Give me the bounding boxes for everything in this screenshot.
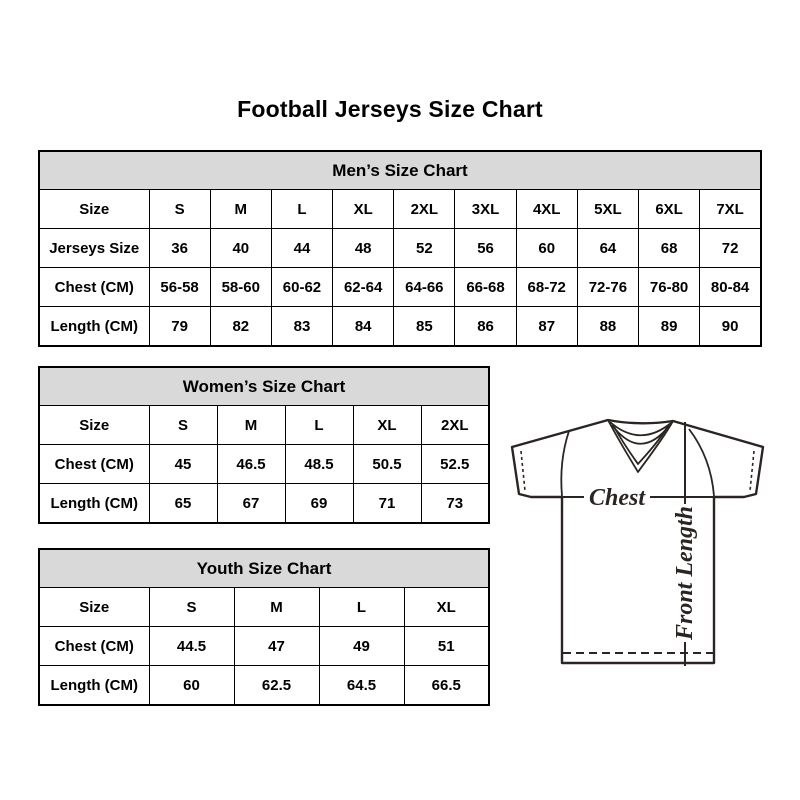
data-cell: 64 bbox=[577, 229, 638, 268]
data-cell: 69 bbox=[285, 484, 353, 524]
data-cell: S bbox=[149, 406, 217, 445]
data-cell: 64.5 bbox=[319, 666, 404, 706]
data-cell: 49 bbox=[319, 627, 404, 666]
data-cell: 88 bbox=[577, 307, 638, 347]
data-cell: 45 bbox=[149, 445, 217, 484]
data-cell: 44 bbox=[271, 229, 332, 268]
data-cell: M bbox=[210, 190, 271, 229]
table-row bbox=[39, 666, 489, 706]
chest-label: Chest bbox=[588, 485, 646, 511]
data-cell: 65 bbox=[149, 484, 217, 524]
row-header-cell: Jerseys Size bbox=[39, 229, 149, 268]
data-cell: 2XL bbox=[421, 406, 489, 445]
data-cell: 47 bbox=[234, 627, 319, 666]
mens-size-table bbox=[38, 150, 762, 347]
data-cell: 66.5 bbox=[404, 666, 489, 706]
data-cell: 90 bbox=[700, 307, 761, 347]
data-cell: 58-60 bbox=[210, 268, 271, 307]
table-section-title: Women’s Size Chart bbox=[39, 367, 489, 406]
row-header-cell: Chest (CM) bbox=[39, 627, 149, 666]
data-cell: S bbox=[149, 588, 234, 627]
data-cell: XL bbox=[404, 588, 489, 627]
row-header-cell: Length (CM) bbox=[39, 307, 149, 347]
jersey-measurement-diagram bbox=[497, 396, 781, 688]
page-title: Football Jerseys Size Chart bbox=[237, 96, 543, 122]
armhole-seam-icon bbox=[561, 431, 569, 496]
data-cell: 62-64 bbox=[333, 268, 394, 307]
row-header-cell: Size bbox=[39, 588, 149, 627]
data-cell: 3XL bbox=[455, 190, 516, 229]
table-row bbox=[39, 190, 761, 229]
table-row bbox=[39, 307, 761, 347]
data-cell: XL bbox=[333, 190, 394, 229]
data-cell: 64-66 bbox=[394, 268, 455, 307]
data-cell: 52 bbox=[394, 229, 455, 268]
data-cell: 56-58 bbox=[149, 268, 210, 307]
data-cell: 2XL bbox=[394, 190, 455, 229]
table-row bbox=[39, 445, 489, 484]
table-row bbox=[39, 268, 761, 307]
data-cell: 71 bbox=[353, 484, 421, 524]
data-cell: 66-68 bbox=[455, 268, 516, 307]
row-header-cell: Length (CM) bbox=[39, 484, 149, 524]
front-length-label: Front Length bbox=[672, 505, 698, 641]
data-cell: 44.5 bbox=[149, 627, 234, 666]
data-cell: 40 bbox=[210, 229, 271, 268]
data-cell: 87 bbox=[516, 307, 577, 347]
data-cell: 48.5 bbox=[285, 445, 353, 484]
data-cell: 36 bbox=[149, 229, 210, 268]
table-row bbox=[39, 229, 761, 268]
data-cell: 76-80 bbox=[639, 268, 700, 307]
table-row bbox=[39, 627, 489, 666]
row-header-cell: Length (CM) bbox=[39, 666, 149, 706]
data-cell: 82 bbox=[210, 307, 271, 347]
data-cell: 4XL bbox=[516, 190, 577, 229]
data-cell: 89 bbox=[639, 307, 700, 347]
data-cell: M bbox=[217, 406, 285, 445]
data-cell: 48 bbox=[333, 229, 394, 268]
data-cell: 56 bbox=[455, 229, 516, 268]
data-cell: 68 bbox=[639, 229, 700, 268]
table-row bbox=[39, 588, 489, 627]
row-header-cell: Chest (CM) bbox=[39, 268, 149, 307]
jersey-outline-icon bbox=[512, 420, 763, 663]
data-cell: 67 bbox=[217, 484, 285, 524]
data-cell: 60-62 bbox=[271, 268, 332, 307]
armhole-seam-icon bbox=[689, 429, 714, 496]
row-header-cell: Chest (CM) bbox=[39, 445, 149, 484]
table-section-title: Men’s Size Chart bbox=[39, 151, 761, 190]
data-cell: 86 bbox=[455, 307, 516, 347]
data-cell: 50.5 bbox=[353, 445, 421, 484]
data-cell: 52.5 bbox=[421, 445, 489, 484]
womens-size-table bbox=[38, 366, 490, 524]
data-cell: XL bbox=[353, 406, 421, 445]
data-cell: L bbox=[285, 406, 353, 445]
data-cell: 7XL bbox=[700, 190, 761, 229]
data-cell: 60 bbox=[516, 229, 577, 268]
table-section-title: Youth Size Chart bbox=[39, 549, 489, 588]
data-cell: 72 bbox=[700, 229, 761, 268]
sleeve-seam-dash-icon bbox=[750, 451, 754, 491]
data-cell: 85 bbox=[394, 307, 455, 347]
data-cell: 51 bbox=[404, 627, 489, 666]
data-cell: 80-84 bbox=[700, 268, 761, 307]
data-cell: 84 bbox=[333, 307, 394, 347]
data-cell: M bbox=[234, 588, 319, 627]
data-cell: 46.5 bbox=[217, 445, 285, 484]
data-cell: S bbox=[149, 190, 210, 229]
data-cell: 73 bbox=[421, 484, 489, 524]
data-cell: L bbox=[319, 588, 404, 627]
table-row bbox=[39, 484, 489, 524]
data-cell: 62.5 bbox=[234, 666, 319, 706]
data-cell: 5XL bbox=[577, 190, 638, 229]
data-cell: 6XL bbox=[639, 190, 700, 229]
data-cell: 79 bbox=[149, 307, 210, 347]
data-cell: 83 bbox=[271, 307, 332, 347]
sleeve-seam-dash-icon bbox=[521, 451, 525, 491]
row-header-cell: Size bbox=[39, 406, 149, 445]
data-cell: 72-76 bbox=[577, 268, 638, 307]
youth-size-table bbox=[38, 548, 490, 706]
data-cell: 68-72 bbox=[516, 268, 577, 307]
table-row bbox=[39, 406, 489, 445]
data-cell: 60 bbox=[149, 666, 234, 706]
data-cell: L bbox=[271, 190, 332, 229]
row-header-cell: Size bbox=[39, 190, 149, 229]
